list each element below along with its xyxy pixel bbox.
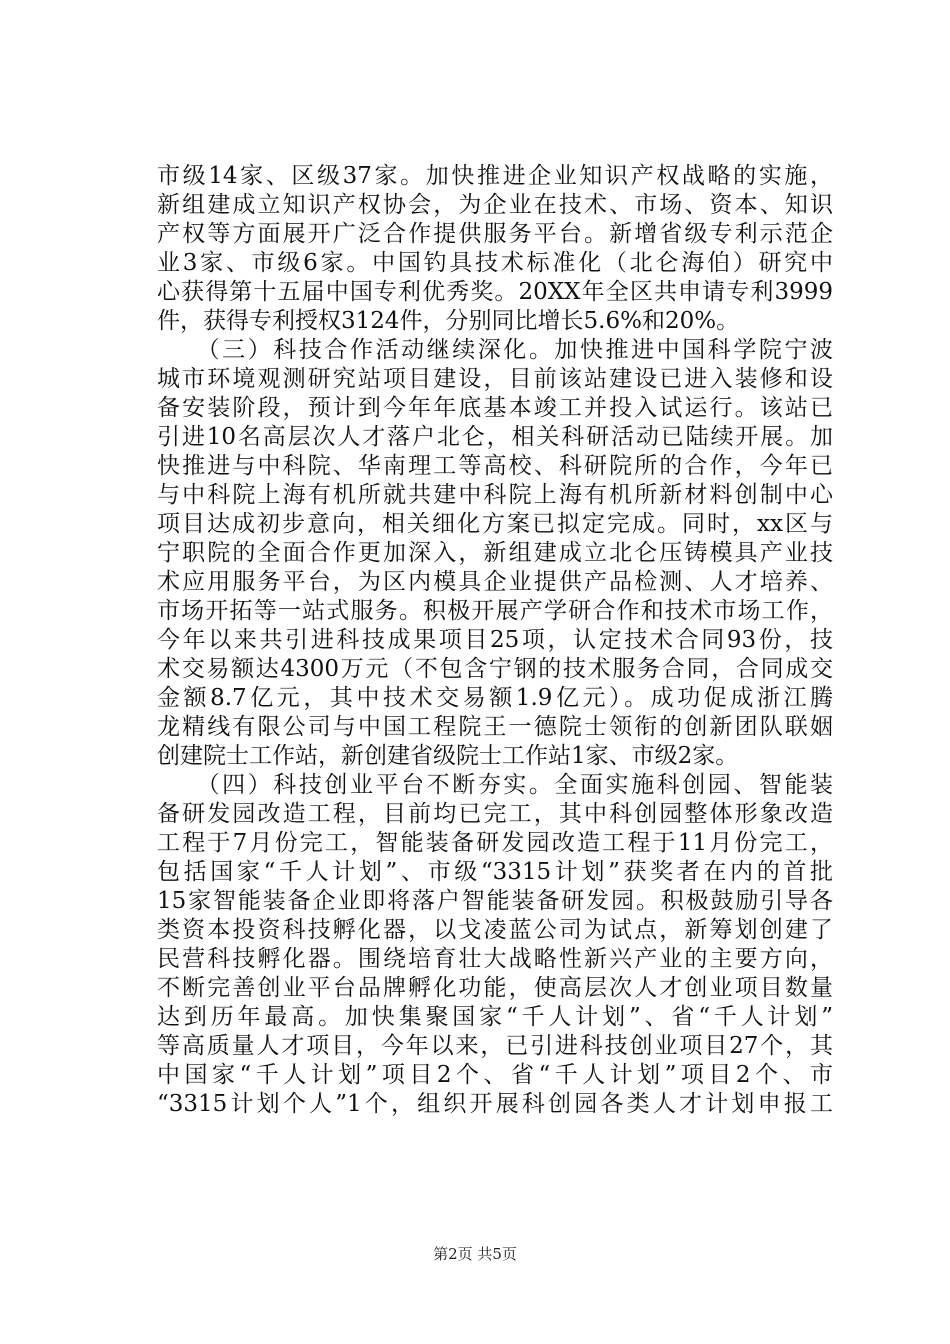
text-line: 龙精线有限公司与中国工程院王一德院士领衔的创新团队联姻 [157,714,833,740]
text-line: 15家智能装备企业即将落户智能装备研发园。积极鼓励引导各 [157,888,833,914]
text-line: 备研发园改造工程，目前均已完工，其中科创园整体形象改造 [157,801,833,827]
text-line: （四）科技创业平台不断夯实。全面实施科创园、智能装 [157,772,833,798]
text-line: 金额8.7亿元，其中技术交易额1.9亿元）。成功促成浙江腾 [157,685,833,711]
text-line: 工程于7月份完工，智能装备研发园改造工程于11月份完工， [157,830,833,856]
text-line: 类资本投资科技孵化器，以戈凌蓝公司为试点，新筹划创建了 [157,917,833,943]
text-line: 术交易额达4300万元（不包含宁钢的技术服务合同，合同成交 [157,656,833,682]
text-line: 快推进与中科院、华南理工等高校、科研院所的合作，今年已 [157,453,833,479]
text-line: 市场开拓等一站式服务。积极开展产学研合作和技术市场工作， [157,598,833,624]
text-line: 不断完善创业平台品牌孵化功能，使高层次人才创业项目数量 [157,975,833,1001]
text-line: 创建院士工作站，新创建省级院士工作站1家、市级2家。 [157,743,739,769]
document-body [157,162,833,1119]
text-line: 民营科技孵化器。围绕培育壮大战略性新兴产业的主要方向， [157,946,833,972]
text-line: 与中科院上海有机所就共建中科院上海有机所新材料创制中心 [157,482,833,508]
text-line: 心获得第十五届中国专利优秀奖。20XX年全区共申请专利3999 [157,279,833,305]
text-line: 项目达成初步意向，相关细化方案已拟定完成。同时，xx区与 [157,511,833,537]
text-line: （三）科技合作活动继续深化。加快推进中国科学院宁波 [157,337,833,363]
text-line: 达到历年最高。加快集聚国家“千人计划”、省“千人计划” [157,1004,833,1030]
text-line: “3315计划个人”1个，组织开展科创园各类人才计划申报工 [157,1091,833,1117]
text-line: 宁职院的全面合作更加深入，新组建成立北仑压铸模具产业技 [157,540,833,566]
text-line: 引进10名高层次人才落户北仑，相关科研活动已陆续开展。加 [157,424,833,450]
text-line: 业3家、市级6家。中国钓具技术标准化（北仑海伯）研究中 [157,250,833,276]
text-line: 产权等方面展开广泛合作提供服务平台。新增省级专利示范企 [157,221,833,247]
text-line: 新组建成立知识产权协会，为企业在技术、市场、资本、知识 [157,192,833,218]
text-line: 今年以来共引进科技成果项目25项，认定技术合同93份，技 [157,627,833,653]
text-line: 件，获得专利授权3124件，分别同比增长5.6%和20%。 [157,308,740,334]
text-line: 中国家“千人计划”项目2个、省“千人计划”项目2个、市 [157,1062,833,1088]
page-number-footer: 第2页 共5页 [433,1245,517,1263]
text-line: 城市环境观测研究站项目建设，目前该站建设已进入装修和设 [157,366,833,392]
text-line: 备安装阶段，预计到今年年底基本竣工并投入试运行。该站已 [157,395,833,421]
text-line: 包括国家“千人计划”、市级“3315计划”获奖者在内的首批 [157,859,833,885]
text-line: 等高质量人才项目，今年以来，已引进科技创业项目27个，其 [157,1033,833,1059]
text-line: 市级14家、区级37家。加快推进企业知识产权战略的实施， [157,163,833,189]
text-line: 术应用服务平台，为区内模具企业提供产品检测、人才培养、 [157,569,833,595]
